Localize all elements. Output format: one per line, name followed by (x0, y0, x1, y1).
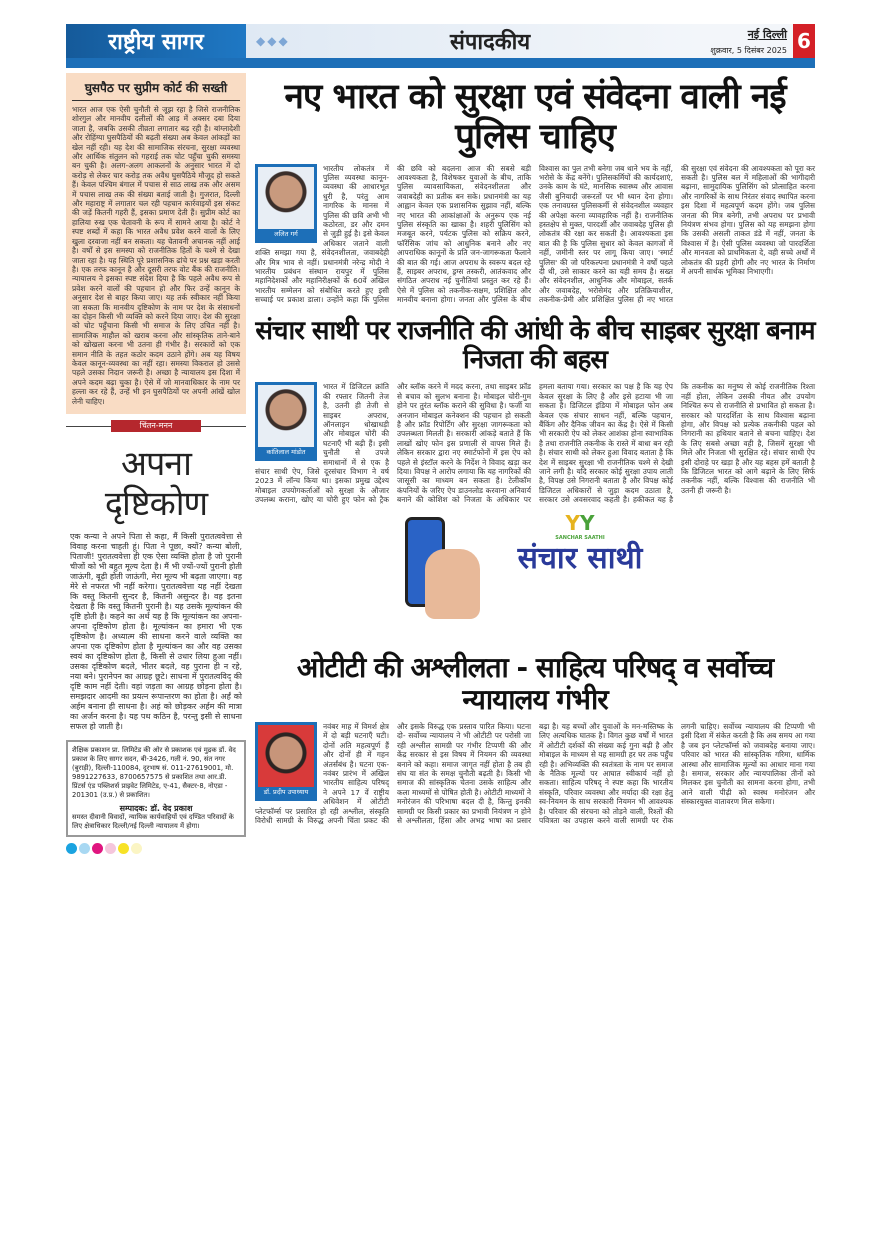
editorial-body: भारत आज एक ऐसी चुनौती से जूझ रहा है जिसे राजनीतिक शोरगुल और मानवीय दलीलों की आड़ में अक्सर दबा दिया जाता है, जबकि उसकी तीव्रता लगातार बढ़ रही है। बांग्लादेशी और रोहिंग्या घुसपैठियों की बढ़ती संख्या अब केवल आंकड़ों का खेल नहीं रही। यह देश की सामाजिक संरचना, सुरक्षा व्यवस्था और आर्थिक संतुलन को गहराई तक चोट पहुँचा चुकी समस्या बन चुकी है। अलग-अलग आकलनों के अनुसार भारत में दो करोड़ से लेकर चार करोड़ तक अवैध घुसपैठिये मौजूद हो सकते हैं। केवल पश्चिम बंगाल में पचास से साठ लाख तक और असम में पचास लाख तक की संख्या बताई जाती है। गुजरात, दिल्ली और महाराष्ट्र में लगातार चल रही पहचान कार्रवाइयों इस संकट की जड़ें कितनी गहरी हैं, इसका प्रमाण देती हैं। सुप्रीम कोर्ट का हालिया रुख एक चेतावनी के रूप में सामने आया है। कोर्ट ने स्पष्ट शब्दों में कहा कि भारत अवैध प्रवेश करने वालों के लिए खुला दरवाजा नहीं बन सकता। यह चेतावनी अचानक नहीं आई है। वर्षों से इस समस्या को राजनीतिक हितों के चश्मे से देखा जाता रहा है। यह स्थिति पूरे प्रशासनिक ढांचे पर प्रश्न खड़ा करती है। एक तरफ कानून है और दूसरी तरफ वोट बैंक की राजनीति। न्यायालय ने इसका स्पष्ट संदेश दिया है कि पहले अवैध रूप से प्रवेश करने वालों की पहचान हो और फिर उन्हें कानून के अनुसार देश से बाहर किया जाए। यह तर्क स्वीकार नहीं किया जा सकता कि मानवीय दृष्टिकोण के नाम पर देश के संसाधनों का दोहन किसी भी व्यक्ति को करने दिया जाए। देश की सुरक्षा को चोट पहुँचाना किसी भी समाज के लिए उचित नहीं है। सामाजिक माहौल को खराब करना और सांस्कृतिक ताने-बाने को खोखला करना भी उतना ही गंभीर है। सरकारों को एक समान नीति के तहत कठोर कदम उठाने होंगे। अब यह विषय केवल कानून-व्यवस्था का नहीं रहा। समस्या विकराल हो उससे पहले उसका निदान जरूरी है। अच्छा है न्यायालय इस दिशा में अपने कदम बढ़ा चुका है। ऐसे में जो मानवाधिकार के नाम पर हल्ला कर रहे हैं, उन्हें भी इन घुसपैठियों पर अपनी आंखें खोल लेनी चाहिए। (72, 105, 240, 406)
date-box (700, 24, 793, 58)
imprint-box (66, 740, 246, 837)
logo-small-text: SANCHAR SAATHI (555, 534, 605, 541)
editorial-box (66, 73, 246, 414)
article-1-headline: नए भारत को सुरक्षा एवं संवेदना वाली नई पुलिस चाहिए (284, 77, 786, 158)
author-portrait (258, 385, 314, 447)
author-photo (255, 164, 317, 243)
left-column (66, 73, 246, 854)
masthead-band (246, 24, 700, 58)
author-photo (255, 722, 317, 801)
newspaper-page (66, 24, 815, 854)
editor-name: सम्पादक: डॉ. वेद प्रकाश (119, 804, 193, 813)
website-bar (66, 58, 815, 76)
article-2-body (255, 382, 815, 639)
article-3-body (255, 722, 815, 825)
author-photo (255, 382, 317, 461)
chintan-label: चिंतन-मनन (111, 420, 201, 432)
imprint-text: शैक्षिक प्रकाशन प्रा. लिमिटेड की ओर से प्रकाशक एवं मुद्रक डॉ. वेद प्रकाश के लिए सागर सदन, बी-3426, गली नं. 90, संत नगर (बुराड़ी), दिल्ली-110084, दूरभाष सं. 011-27619001, मो. 9891227633, 8700657575 से प्रकाशित तथा आर.डी. प्रिंटर्स एंड पब्लिशर्स प्राइवेट लिमिटेड, ए-41, सैक्टर-8, नोएडा - 201301 (उ.प्र.) से प्रकाशित। (72, 746, 236, 799)
chintan-title: अपना दृष्टिकोण (104, 444, 208, 524)
chintan-body: एक कन्या ने अपने पिता से कहा, मैं किसी पुरातत्ववेत्ता से विवाह करना चाहती हूं। पिता ने पूछा, क्यों? कन्या बोली, पिताजी! पुरातत्ववेत्ता ही एक ऐसा व्यक्ति होता है जो पुरानी चीजों को भी बहुत मूल्य देता है। मैं भी ज्यों-ज्यों पुरानी होती जाऊंगी, बूढ़ी होती जाऊंगी, मेरा मूल्य भी बढ़ता जाएगा। वह मेरे से नफरत भी नहीं करेगा। पुरातत्ववेत्ता यह नहीं देखता कि वस्तु कितनी सुन्दर है, कितनी असुन्दर है। वह इतना देखता है कि वस्तु कितनी पुरानी है। यह उसके मूल्यांकन की दृष्टि होती है। कहने का अर्थ यह है कि मूल्यांकन का अपना-अपना दृष्टिकोण होता है। मूल्यांकन का हमारा भी एक दृष्टिकोण है। अध्यात्म की साधना करने वाले व्यक्ति का अपना एक दृष्टिकोण होता है मूल्यांकन का और वह उसका स्वयं का दृष्टिकोण होता है, किसी से उधार लिया हुआ नहीं। उसका दृष्टिकोण बदले, भीतर बदले, वह पुराना ही न रहे, नया बने। पुरानेपन का आग्रह छूटे। साधना में पुरातत्वविद् की दृष्टि काम नहीं देती। वहां जड़ता का आग्रह छोड़ना होता है। समझदार आदमी का प्रयत्न रूपान्तरण का होता है। अर्हं को अर्हम बनाना ही साधना है। अहं को छोड़कर अर्हम की मात्रा का अर्जन करना है। यह पथ कठिन है, परन्तु इसी से साधना सफल हो जाती है। (70, 532, 242, 731)
city: नई दिल्ली (747, 28, 787, 41)
author-portrait (258, 167, 314, 229)
article-1-text: भारतीय लोकतंत्र में पुलिस व्यवस्था कानून-व्यवस्था की आधारभूत धुरी है, परंतु आम नागरिक के मानस में पुलिस की छवि अभी भी कठोरता, डर और दमन से जुड़ी हुई है। इसे केवल अधिकार जताने वाली शक्ति समझा गया है, संवेदनशीलता, जवाबदेही और मित्र भाव से नहीं। प्रधानमंत्री नरेन्द्र मोदी ने भारतीय प्रबंधन संस्थान रायपुर में पुलिस महानिदेशकों और महानिरीक्षकों के 60वें अखिल भारतीय सम्मेलन को संबोधित करते हुए इसी सच्चाई पर प्रकाश डाला। उन्होंने कहा कि पुलिस की छवि को बदलना आज की सबसे बड़ी आवश्यकता है, विशेषकर युवाओं के बीच, ताकि पुलिस व्यावसायिकता, संवेदनशीलता और जवाबदेही का प्रतीक बन सके। प्रधानमंत्री का यह आह्वान केवल एक प्रशासनिक सुझाव नहीं, बल्कि नए भारत की आकांक्षाओं के अनुरूप एक नई पुलिस संस्कृति का खाका है। शहरी पुलिसिंग को मजबूत करने, पर्यटक पुलिस को सक्रिय करने, फॉरेंसिक जांच को आधुनिक बनाने और नए आपराधिक कानूनों के प्रति जन-जागरूकता फैलाने की बात की गई। आज अपराध के स्वरूप बदल रहे हैं, साइबर अपराध, ड्रग्स तस्करी, आतंकवाद और संगठित अपराध नई चुनौतियां प्रस्तुत कर रहे हैं। ऐसे में पुलिस को तकनीक-सक्षम, प्रशिक्षित और मानवीय बनाना होगा। जनता और पुलिस के बीच विश्वास का पुल तभी बनेगा जब थाने भय के नहीं, भरोसे के केंद्र बनेंगे। पुलिसकर्मियों की कार्यदशाएं, उनके काम के घंटे, मानसिक स्वास्थ्य और आवास जैसी बुनियादी जरूरतों पर भी ध्यान देना होगा। एक तनावग्रस्त पुलिसकर्मी से संवेदनशील व्यवहार की अपेक्षा करना व्यावहारिक नहीं है। राजनीतिक हस्तक्षेप से मुक्त, पारदर्शी और जवाबदेह पुलिस ही लोकतंत्र की रक्षा कर सकती है। आवश्यकता इस बात की है कि पुलिस सुधार को केवल कागजों में नहीं, जमीनी स्तर पर लागू किया जाए। 'स्मार्ट पुलिस' की जो परिकल्पना प्रधानमंत्री ने वर्षों पहले दी थी, उसे साकार करने का यही समय है। सख्त और संवेदनशील, आधुनिक और मोबाइल, सतर्क और जवाबदेह, भरोसेमंद और प्रतिक्रियाशील, तकनीक-प्रेमी और प्रशिक्षित पुलिस ही नए भारत की सुरक्षा एवं संवेदना की आवश्यकता को पूरा कर सकती है। पुलिस बल में महिलाओं की भागीदारी बढ़ाना, सामुदायिक पुलिसिंग को प्रोत्साहित करना और नागरिकों के साथ निरंतर संवाद स्थापित करना इस दिशा में महत्वपूर्ण कदम होंगे। जब पुलिस जनता की मित्र बनेगी, तभी अपराध पर प्रभावी नियंत्रण संभव होगा। पुलिस को यह समझना होगा कि उसकी असली ताकत डंडे में नहीं, जनता के विश्वास में है। ऐसी पुलिस व्यवस्था जो पारदर्शिता और मानवता को प्राथमिकता दे, वही सच्चे अर्थों में लोकतंत्र की प्रहरी होगी और नए भारत के निर्माण में अपनी सार्थक भूमिका निभाएगी। (255, 163, 815, 305)
jurisdiction-note: समस्त दीवानी विवादों, न्यायिक कार्यवाहियों एवं दण्डित परिवादों के लिए क्षेत्राधिकार दिल्ली/नई दिल्ली न्यायालय में होगा। (72, 813, 234, 830)
author-name: कांतिलाल मांडोत (258, 447, 314, 458)
article-3-text: नवंबर माह में विमर्श क्षेत्र में दो बड़ी घटनाएँ घटी। दोनों अति महत्वपूर्ण हैं और दोनों ही में गहन अंतर्संबंध है। घटना एक- नवंबर प्रारंभ में अखिल भारतीय साहित्य परिषद् ने अपने 17 वें राष्ट्रीय अधिवेशन में ओटीटी प्लेटफॉर्म्स पर प्रसारित हो रही अश्लील, संस्कृति विरोधी सामग्री के विरुद्ध अपनी चिंता प्रकट की और इसके विरुद्ध एक प्रस्ताव पारित किया। घटना दो- सर्वोच्च न्यायालय ने भी ओटीटी पर परोसी जा रही अश्लील सामग्री पर गंभीर टिप्पणी की और केंद्र सरकार से इस विषय में नियमन की व्यवस्था बनाने को कहा। समाज जागृत नहीं होता है तब ही संघ या संत के समक्ष चुनौती बढ़ती है। किसी भी समाज की सांस्कृतिक चेतना उसके साहित्य और कला माध्यमों से पोषित होती है। ओटीटी माध्यमों ने मनोरंजन की परिभाषा बदल दी है, किन्तु इनकी सामग्री पर किसी प्रकार का प्रभावी नियंत्रण न होने से अश्लीलता, हिंसा और अभद्र भाषा का प्रसार बढ़ा है। यह बच्चों और युवाओं के मन-मस्तिष्क के लिए अत्यधिक घातक है। विगत कुछ वर्षों में भारत में ओटीटी दर्शकों की संख्या कई गुना बढ़ी है और मोबाइल के माध्यम से यह सामग्री हर घर तक पहुँच रही है। अभिव्यक्ति की स्वतंत्रता के नाम पर समाज के नैतिक मूल्यों पर आघात स्वीकार्य नहीं हो सकता। साहित्य परिषद् ने स्पष्ट कहा कि भारतीय संस्कृति, परिवार व्यवस्था और मर्यादा की रक्षा हेतु स्व-नियमन के साथ सरकारी नियमन भी आवश्यक है। परिवार की संरचना को तोड़ने वाली, रिश्तों की पवित्रता का उपहास करने वाली सामग्री पर रोक लगनी चाहिए। सर्वोच्च न्यायालय की टिप्पणी भी इसी दिशा में संकेत करती है कि अब समय आ गया है जब इन प्लेटफॉर्म्स को जवाबदेह बनाया जाए। परिवार को भारत की सांस्कृतिक गरिमा, धार्मिक आस्था और सामाजिक मूल्यों का आधार माना गया है। समाज, सरकार और न्यायपालिका तीनों को मिलकर इस चुनौती का सामना करना होगा, तभी आने वाली पीढ़ी को स्वस्थ मनोरंजन और संस्कारयुक्त वातावरण मिल सकेगा। (255, 722, 815, 826)
right-column (255, 73, 815, 826)
sanchar-saathi-logo (485, 509, 675, 634)
divider (66, 421, 246, 440)
article-1-body (255, 164, 815, 305)
date: शुक्रवार, 5 दिसंबर 2025 (710, 46, 787, 55)
author-portrait (258, 725, 314, 787)
decorative-dots-icon: ◆◆◆ (256, 34, 290, 48)
article-2-headline: संचार साथी पर राजनीति की आंधी के बीच साइबर सुरक्षा बनाम निजता की बहस (255, 315, 815, 376)
people-logo-icon: YY (565, 510, 595, 535)
editorial-title: घुसपैठ पर सुप्रीम कोर्ट की सख्ती (72, 79, 240, 101)
section-title: संपादकीय (450, 30, 531, 55)
spacer (255, 305, 815, 313)
phone-in-hand-icon (395, 509, 485, 634)
paper-logo: राष्ट्रीय सागर (66, 24, 246, 58)
author-name: डॉ. प्रदीप उपाध्याय (258, 787, 314, 798)
page-number: 6 (793, 24, 815, 58)
article-2-text: भारत में डिजिटल क्रांति की रफ्तार जितनी तेज है, उतनी ही तेजी से साइबर अपराध, ऑनलाइन धोखाधड़ी और मोबाइल चोरी की घटनाएँ भी बढ़ी हैं। इसी चुनौती से उपजे समाधानों में से एक है संचार साथी ऐप, जिसे दूरसंचार विभाग ने वर्ष 2023 में लॉन्च किया था। इसका प्रमुख उद्देश्य मोबाइल उपयोगकर्ताओं को सुरक्षा के औजार उपलब्ध कराना, खोए या चोरी हुए फोन को ट्रैक और ब्लॉक करने में मदद करना, तथा साइबर फ्रॉड से बचाव को सुलभ बनाना है। मोबाइल चोरी-गुम होने पर तुरंत ब्लॉक कराने की सुविधा है। फर्जी या अनजान मोबाइल कनेक्शन की पहचान हो सकती है और फ्रॉड रिपोर्टिंग और सुरक्षा जागरूकता को उपलब्धता मिलती है। सरकारी आंकड़े बताते हैं कि लाखों खोए फोन इस प्रणाली से वापस मिले हैं। लेकिन सरकार द्वारा नए स्मार्टफोनों में इस ऐप को पहले से इंस्टॉल करने के निर्देश ने विवाद खड़ा कर दिया। विपक्ष ने आरोप लगाया कि यह नागरिकों की जासूसी का माध्यम बन सकता है। टेलीकॉम कंपनियों के जरिए ऐप डाउनलोड करवाना अनिवार्य बनाने की कोशिश को निजता के अधिकार पर हमला बताया गया। सरकार का पक्ष है कि यह ऐप केवल सुरक्षा के लिए है और इसे हटाया भी जा सकता है। डिजिटल इंडिया में मोबाइल फोन अब केवल एक संचार साधन नहीं, बल्कि पहचान, बैंकिंग और दैनिक जीवन का केंद्र है। ऐसे में किसी भी सरकारी ऐप को लेकर आशंका होना स्वाभाविक है तथा राजनीति तकनीक के रास्ते में बाधा बन रही है। संचार साथी को लेकर हुआ विवाद बताता है कि देश में साइबर सुरक्षा भी राजनीतिक चश्मे से देखी जाने लगी है। यदि सरकार कोई सुरक्षा उपाय लाती है, विपक्ष उसे निगरानी बताता है और विपक्ष कोई डिजिटल अधिकारों से जुड़ा कदम उठाता है, सरकार उसे अवसरवाद कहती है। हकीकत यह है कि तकनीक का मनुष्य से कोई राजनीतिक रिश्ता नहीं होता, लेकिन उसकी नीयत और उपयोग निश्चित रूप से राजनीति से प्रभावित हो सकता है। सरकार को पारदर्शिता के साथ विश्वास बढ़ाना होगा, और विपक्ष को प्रत्येक तकनीकी पहल को निगरानी का हथियार बताने से बचना चाहिए। देश के लिए सबसे अच्छा वही है, जिसमें सुरक्षा भी मिले और निजता भी सुरक्षित रहे। संचार साथी ऐप इसी दोराहे पर खड़ा है और यह बहस हमें बताती है कि डिजिटल भारत को आगे बढ़ाने के लिए सिर्फ तकनीक नहीं, बल्कि विश्वास की राजनीति भी उतनी ही जरूरी है। (255, 382, 815, 505)
article-3-headline: ओटीटी की अश्लीलता - साहित्य परिषद् व सर्वोच्च न्यायालय गंभीर (296, 650, 774, 716)
logo-text: संचार साथी (517, 540, 643, 576)
author-name: ललित गर्ग (258, 229, 314, 240)
sanchar-saathi-image (395, 509, 675, 634)
spacer (255, 640, 815, 648)
page-content (66, 73, 815, 854)
website: web: rashtriyasagar.com (709, 68, 807, 76)
color-registration-marks (66, 843, 246, 854)
masthead (66, 24, 815, 58)
